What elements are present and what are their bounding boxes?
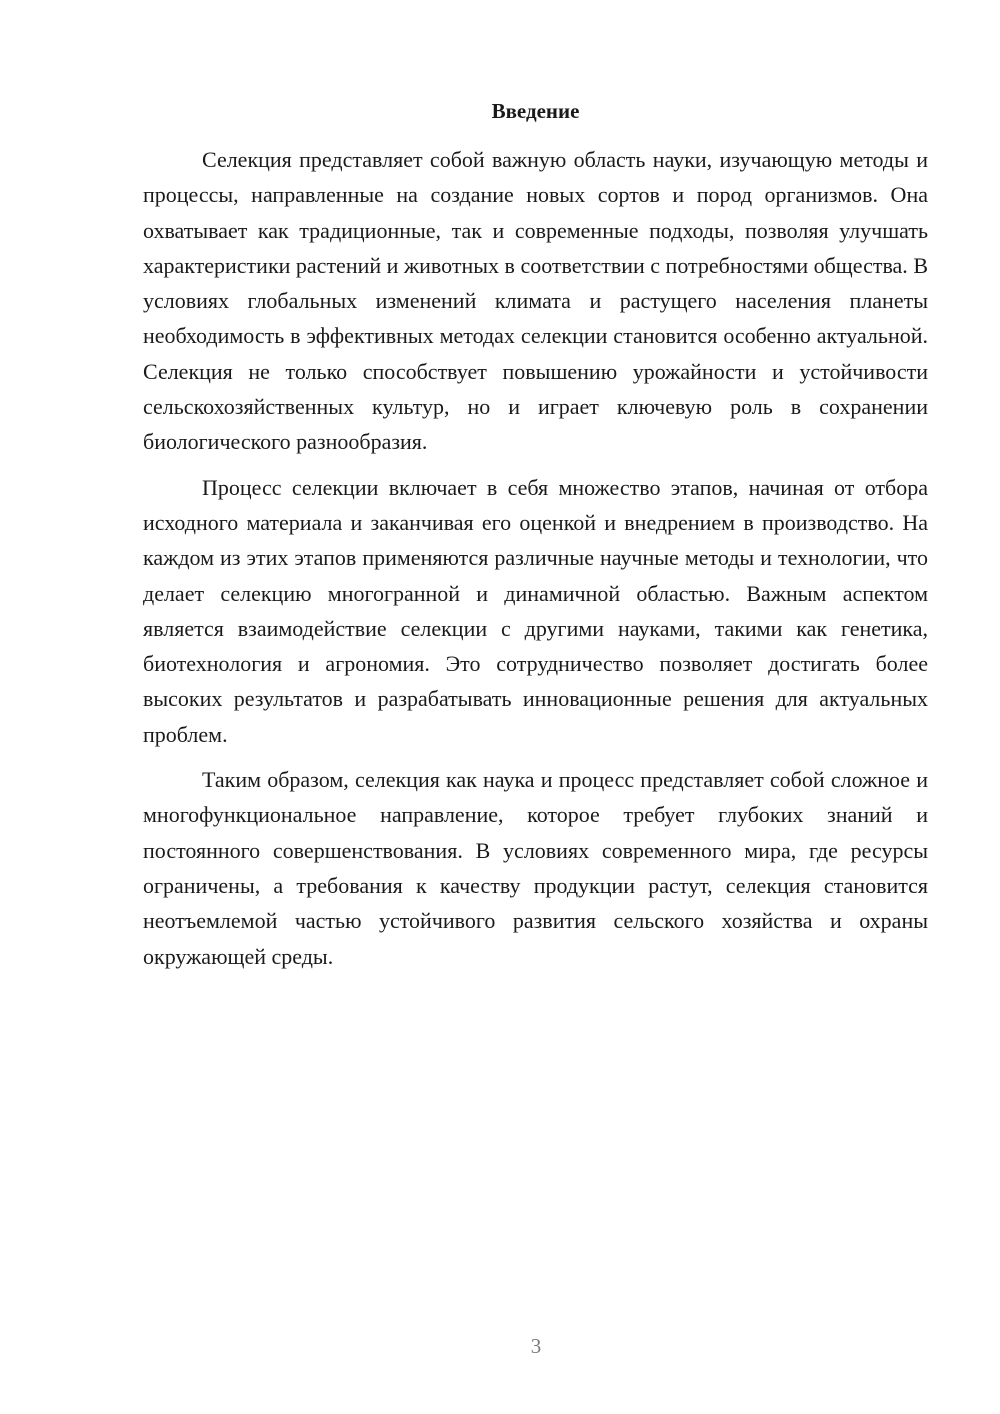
paragraph-3: Таким образом, селекция как наука и процесс представляет собой сложное и многофункциональное направление, которое требует глубоких знаний и постоянного совершенствования. В условиях современного мира, где ресурсы ограничены, а требования к качеству продукции растут, селекция становится неотъемлемой частью устойчивого развития сельского хозяйства и охраны окружающей среды. [143, 767, 928, 969]
body-text [143, 142, 928, 974]
page-number: 3 [530, 1334, 542, 1358]
paragraph-2: Процесс селекции включает в себя множество этапов, начиная от отбора исходного материала и заканчивая его оценкой и внедрением в производство. На каждом из этих этапов применяются различные научные методы и технологии, что делает селекцию многогранной и динамичной областью. Важным аспектом является взаимодействие селекции с другими науками, такими как генетика, биотехнология и агрономия. Это сотрудничество позволяет достигать более высоких результатов и разрабатывать инновационные решения для актуальных проблем. [143, 474, 928, 747]
paragraph-1: Селекция представляет собой важную область науки, изучающую методы и процессы, направленные на создание новых сортов и пород организмов. Она охватывает как традиционные, так и современные подходы, позволяя улучшать характеристики растений и животных в соответствии с потребностями общества. В условиях глобальных изменений климата и растущего населения планеты необходимость в эффективных методах селекции становится особенно актуальной. Селекция не только способствует повышению урожайности и устойчивости сельскохозяйственных культур, но и играет ключевую роль в сохранении биологического разнообразия. [143, 147, 928, 455]
section-title: Введение [491, 99, 580, 123]
